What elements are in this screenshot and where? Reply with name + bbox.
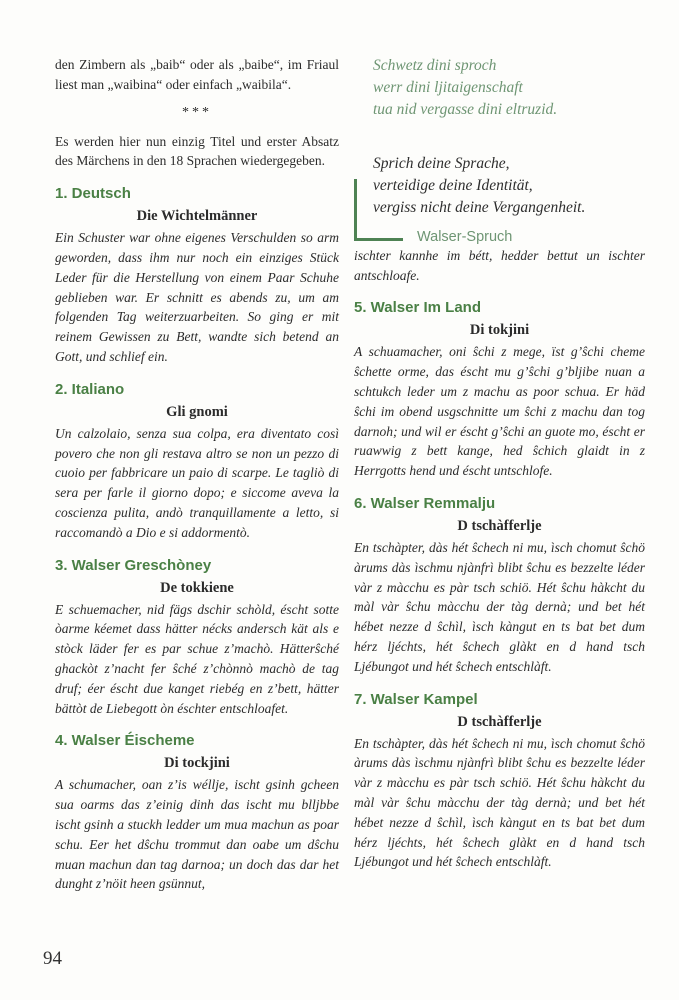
section-walser-kampel (354, 690, 645, 873)
tale-title-im-land: Di tokjini (469, 322, 530, 339)
section-heading-eischeme: 4. Walser Éischeme (55, 732, 195, 750)
tale-text-deutsch: Ein Schuster war ohne eigenes Verschulden so arm geworden, dass ihm nur noch ein einziges Stück Leder für die Herstellung von einem Paar Schuhe geblieben war. Er schnitt es abends zu, um am folgenden Tag weiterzuarbeiten. So ging er mit reinem Gewissen zu Bett, wandte sich betend an Gott, und schlief ein. (55, 230, 339, 364)
quote-german-line: vergiss nicht deine Vergangenheit. (373, 198, 586, 216)
tale-title-deutsch: Die Wichtelmänner (136, 208, 258, 225)
tale-text-italiano: Un calzolaio, senza sua colpa, era diventato così povero che non gli restava altro se non un pezzo di cuoio per fabbricare un paio di scarpe. Le tagliò di sera per farle il giorno dopo; e siccome aveva la coscienza pulita, andò tranquillamente a letto, si raccomandò a Dio e si addormentò. (55, 425, 339, 540)
page-number: 94 (43, 948, 62, 969)
quote-dialect-text (373, 55, 645, 120)
quote-bracket-line (354, 179, 403, 240)
section-deutsch (55, 184, 339, 367)
section-heading-kampel: 7. Walser Kampel (354, 690, 478, 708)
tale-text-eischeme: A schumacher, oan z’is wéllje, ischt gsinh gcheen sua oarms das z’einig dinh das ischt mu blljbbe ischt gsinh a stuckh ledder um mua machun as poar schu. Eer het dŝchu trommut dan oabe um dŝchu muan machun dan tag darnoa; un doch das dar het dunght z’nöit heen gsünnut, (55, 777, 339, 892)
tale-title-italiano: Gli gnomi (166, 403, 228, 420)
tale-title-eischeme: Di tockjini (164, 755, 230, 772)
quote-dialect-line: tua nid vergasse dini eltruzid. (373, 100, 558, 118)
right-column (354, 55, 645, 894)
walser-quote (354, 55, 645, 246)
section-heading-deutsch: 1. Deutsch (55, 185, 131, 203)
tale-text-greschoney: E schuemacher, nid fägs dschir schòld, éscht sotte òarme kéemet dass hätter nécks andersch kät als e stòck läder fer es par schue z’machò. Hätterŝché ghackòt z’nacht fer ŝché z’chònnò machò de tag druf; éer éscht due kanget riebég en z’bett, hätter bättòt de Liebegott òn éschter entschloafet. (55, 601, 339, 716)
section-heading-italiano: 2. Italiano (55, 380, 125, 398)
asterisk-separator: *** (182, 104, 212, 120)
intro-paragraph-2: Es werden hier nun einzig Titel und erster Absatz des Märchens in den 18 Sprachen wiedergegeben. (55, 133, 339, 169)
left-column (55, 55, 339, 894)
continuation-text: ischter kannhe im bétt, hedder bettut un ischter antschloafe. (354, 247, 645, 283)
section-heading-greschoney: 3. Walser Greschòney (55, 556, 212, 574)
tale-text-remmalju: En tschàpter, dàs hét ŝchech ni mu, ìsch chomut ŝchö àrums dàs ìschmu njànfrì blibt ŝchu es bezzelte léder vàr z màcchu es pàr tsch schiö. Hét ŝchu hàkcht du màl vàr ŝchu màcchu der tàg dernà; und bet hét hébet nezze d ŝchìl, ìsch kàngut en ts bat bet dum hérz ljéchts, hét ŝchech glàkt en d hand tsch Ljébungot und hét ŝchech entschlàft. (354, 539, 645, 674)
section-walser-remmalju (354, 494, 645, 677)
section-heading-remmalju: 6. Walser Remmalju (354, 494, 496, 512)
quote-german-text (373, 153, 645, 218)
tale-text-kampel: En tschàpter, dàs hét ŝchech ni mu, ìsch chomut ŝchö àrums dàs ìschmu njànfrì blibt ŝchu es bezzelte léder vàr z màcchu es pàr tsch schiö. Hét ŝchu hàkcht du màl vàr ŝchu màcchu der tàg dernà; und bet hét hébet nezze d ŝchìl, ìsch kàngut en ts bat bet dum hérz ljéchts, hét ŝchech glàkt en d hand tsch Ljébungot und hét ŝchech entschlàft. (354, 735, 645, 870)
tale-title-kampel: D tschàfferlje (457, 713, 542, 730)
quote-german-block (373, 153, 645, 245)
intro-paragraph-1: den Zimbern als „baib“ oder als „baibe“, im Friaul liest man „waibina“ oder einfach „waibila“. (55, 57, 339, 92)
section-walser-eischeme (55, 731, 339, 894)
quote-german-line: verteidige deine Identität, (373, 177, 533, 195)
section-italiano (55, 380, 339, 543)
quote-dialect-line: Schwetz dini sproch (373, 57, 497, 74)
tale-title-remmalju: D tschàfferlje (457, 517, 542, 534)
section-walser-im-land (354, 298, 645, 481)
tale-text-im-land: A schuamacher, oni ŝchi z mege, ïst g’ŝchi cheme ŝchette orme, das éscht mu g’ŝchi g’bljibe nuan a schtukch leder um z machu as poor schua. Er häd ŝchi im obend usgschnitte um ŝchi z machu dan tog darnoh; und wil er éscht g’ŝchi an guote mo, éscht er ruawwig z bett kange, hed ŝchich glaidt in z Herrgotts hend und éscht untschlofe. (354, 344, 645, 479)
section-heading-im-land: 5. Walser Im Land (354, 299, 481, 317)
tale-title-greschoney: De tokkiene (160, 579, 234, 596)
section-walser-greschoney (55, 556, 339, 719)
quote-dialect-line: werr dini ljitaigenschaft (373, 78, 523, 96)
quote-attribution: Walser-Spruch (417, 228, 513, 245)
quote-german-line: Sprich deine Sprache, (373, 155, 510, 173)
